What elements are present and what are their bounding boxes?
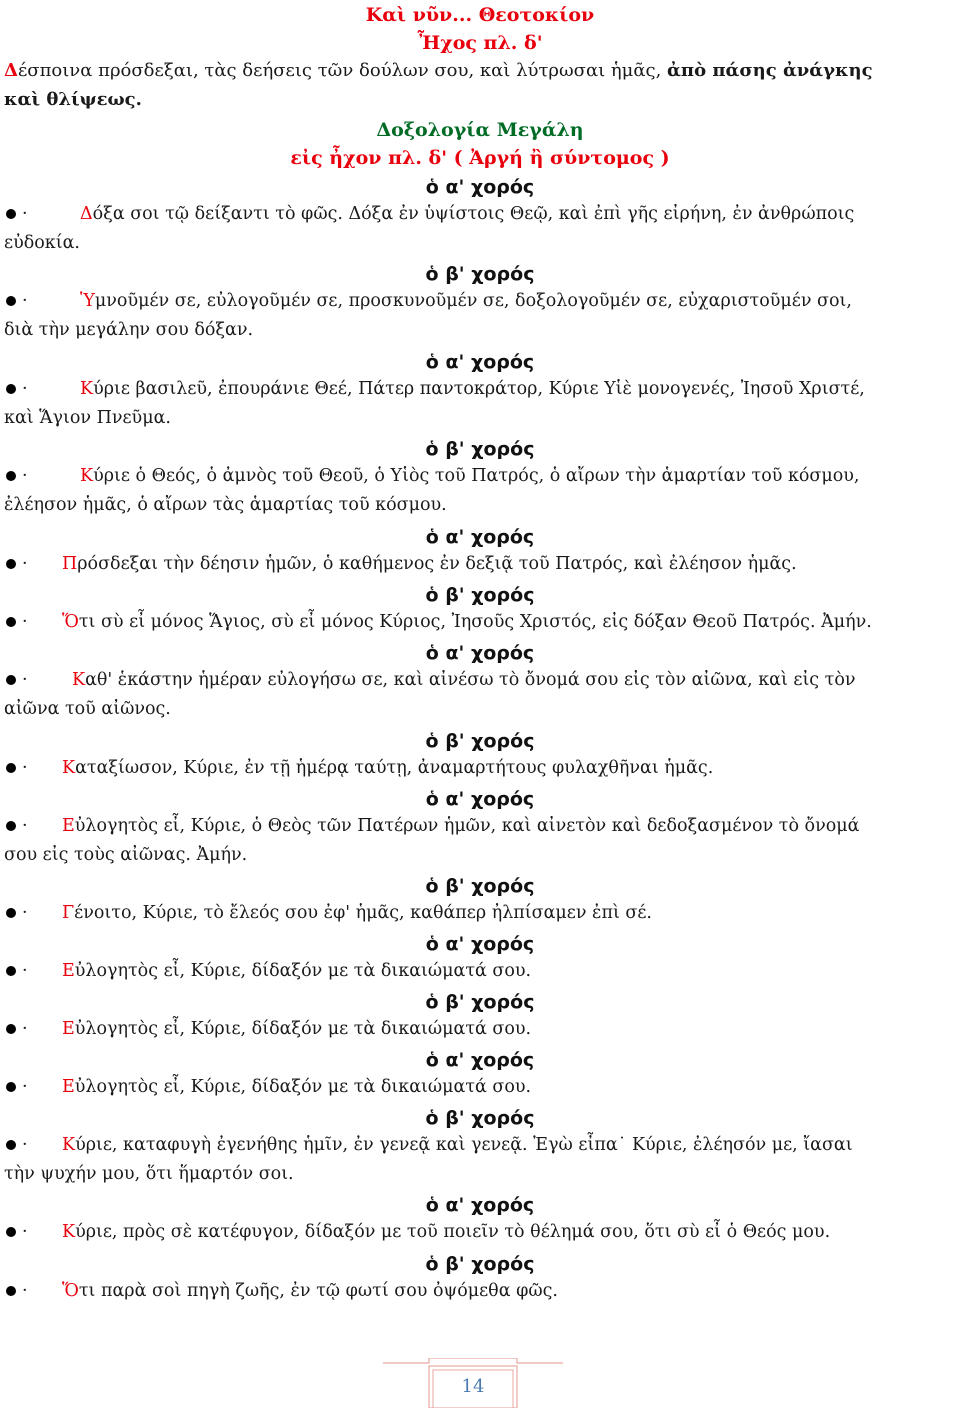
verse-line-1 (4, 899, 956, 928)
bullet-mark: · (22, 961, 28, 981)
verse-line-2: σου εἰς τοὺς αἰῶνας. Ἀμήν. (4, 845, 248, 865)
verse-initial: Ὅ (62, 612, 79, 632)
choir-label: ὁ α' χορός (425, 526, 535, 548)
verse-text: ύριε, καταφυγὴ ἐγενήθης ἡμῖν, ἐν γενεᾷ καὶ γενεᾷ. Ἐγὼ εἶπα˙ Κύριε, ἐλέησόν με, ἴασαι (75, 1135, 853, 1155)
verse-line-2: εὐδοκία. (4, 233, 80, 253)
bullet-icon (6, 384, 16, 394)
bullet-mark: · (22, 204, 28, 224)
verse-line-1 (4, 812, 956, 841)
verse-line-2: διὰ τὴν μεγάλην σου δόξαν. (4, 320, 254, 340)
verse-line-1 (4, 754, 956, 783)
page-number: 14 (461, 1376, 485, 1397)
section-subtitle: εἰς ἦχον πλ. δ' ( Ἀργή ἢ σύντομος ) (290, 147, 670, 169)
verse-line-1 (4, 1277, 956, 1306)
bullet-icon (6, 908, 16, 918)
verse-line-1 (4, 957, 956, 986)
verse-line-1 (4, 1015, 956, 1044)
choir-label: ὁ α' χορός (425, 933, 535, 955)
verse (4, 200, 956, 258)
verse-initial: Κ (72, 670, 86, 690)
verse-line-1 (4, 1131, 956, 1160)
bullet-icon (6, 821, 16, 831)
verse-line-1 (4, 375, 956, 404)
drop-initial: Δ (4, 60, 18, 81)
verse-text: ύριε βασιλεῦ, ἐπουράνιε Θεέ, Πάτερ παντοκράτορ, Κύριε Υἱὲ μονογενές, Ἰησοῦ Χριστέ, (93, 379, 865, 399)
verse-line-1 (4, 666, 956, 695)
verse (4, 754, 956, 783)
verse-line-1 (4, 287, 956, 316)
verse-text: τι σὺ εἶ μόνος Ἅγιος, σὺ εἶ μόνος Κύριος, Ἰησοῦς Χριστός, εἰς δόξαν Θεοῦ Πατρός. Ἀμήν. (78, 612, 872, 632)
verse (4, 375, 956, 433)
bullet-icon (6, 559, 16, 569)
verse-text: ὐλογητὸς εἶ, Κύριε, δίδαξόν με τὰ δικαιώματά σου. (74, 1019, 532, 1039)
choir-label: ὁ β' χορός (425, 263, 535, 285)
verse-line-1 (4, 1073, 956, 1102)
verse-line-1 (4, 550, 956, 579)
verse (4, 1073, 956, 1102)
bullet-mark: · (22, 1077, 28, 1097)
choir-label: ὁ β' χορός (425, 1253, 535, 1275)
verse-text: μνοῦμέν σε, εὐλογοῦμέν σε, προσκυνοῦμέν σε, δοξολογοῦμέν σε, εὐχαριστοῦμέν σοι, (94, 291, 852, 311)
verse-line-1 (4, 608, 956, 637)
bullet-icon (6, 675, 16, 685)
verse-initial: Ὅ (62, 1281, 79, 1301)
verse-initial: Ὑ (80, 291, 95, 311)
bullet-icon (6, 617, 16, 627)
choir-label: ὁ β' χορός (425, 438, 535, 460)
choir-label: ὁ β' χορός (425, 1107, 535, 1129)
bullet-icon (6, 296, 16, 306)
bullet-mark: · (22, 670, 28, 690)
verse-initial: Κ (62, 1135, 76, 1155)
verse (4, 1015, 956, 1044)
theotokion-text-span: έσποινα πρόσδεξαι, τὰς δεήσεις τῶν δούλων σου, καὶ λύτρωσαι ἡμᾶς, (17, 60, 668, 81)
bullet-icon (6, 966, 16, 976)
verse-text: όξα σοι τῷ δείξαντι τὸ φῶς. Δόξα ἐν ὑψίστοις Θεῷ, καὶ ἐπὶ γῆς εἰρήνη, ἐν ἀνθρώποις (92, 204, 855, 224)
verse-text: ὐλογητὸς εἶ, Κύριε, δίδαξόν με τὰ δικαιώματά σου. (74, 961, 532, 981)
bullet-mark: · (22, 816, 28, 836)
theotokion-line-1 (4, 56, 956, 85)
verse-initial: Κ (62, 1222, 76, 1242)
bullet-mark: · (22, 554, 28, 574)
verse-initial: Ε (62, 816, 75, 836)
verse (4, 550, 956, 579)
choir-label: ὁ β' χορός (425, 875, 535, 897)
bullet-mark: · (22, 379, 28, 399)
verse-initial: Ε (62, 961, 75, 981)
bullet-icon (6, 1140, 16, 1150)
verse-initial: Κ (62, 758, 76, 778)
page-number-badge (383, 1358, 563, 1408)
verse-initial: Κ (80, 379, 94, 399)
verse (4, 957, 956, 986)
section-title: Δοξολογία Μεγάλη (376, 119, 584, 141)
bullet-mark: · (22, 1019, 28, 1039)
verse (4, 608, 956, 637)
bullet-mark: · (22, 1135, 28, 1155)
bullet-mark: · (22, 903, 28, 923)
bullet-icon (6, 209, 16, 219)
verse-text: τι παρὰ σοὶ πηγὴ ζωῆς, ἐν τῷ φωτί σου ὀψόμεθα φῶς. (78, 1281, 558, 1301)
choir-label: ὁ α' χορός (425, 351, 535, 373)
verse-initial: Π (62, 554, 78, 574)
theotokion-text (4, 56, 956, 114)
verse-text: ένοιτο, Κύριε, τὸ ἔλεός σου ἐφ' ἡμᾶς, καθάπερ ἠλπίσαμεν ἐπὶ σέ. (74, 903, 652, 923)
choir-label: ὁ α' χορός (425, 1194, 535, 1216)
verse-line-2: αἰῶνα τοῦ αἰῶνος. (4, 699, 171, 719)
verse (4, 1218, 956, 1247)
choir-label: ὁ α' χορός (425, 1049, 535, 1071)
bullet-icon (6, 763, 16, 773)
bullet-mark: · (22, 1281, 28, 1301)
verse-initial: Δ (80, 204, 93, 224)
verse-initial: Ε (62, 1077, 75, 1097)
mode-label: Ἦχος πλ. δ' (417, 32, 543, 54)
bullet-icon (6, 1024, 16, 1034)
verse-text: ὐλογητὸς εἶ, Κύριε, ὁ Θεὸς τῶν Πατέρων ἡμῶν, καὶ αἰνετὸν καὶ δεδοξασμένον τὸ ὄνομά (74, 816, 860, 836)
verse (4, 666, 956, 724)
verse-text: ὐλογητὸς εἶ, Κύριε, δίδαξόν με τὰ δικαιώματά σου. (74, 1077, 532, 1097)
choir-label: ὁ β' χορός (425, 991, 535, 1013)
theotokion-bold-span: ἀπὸ πάσης ἀνάγκης (667, 60, 873, 81)
bullet-mark: · (22, 1222, 28, 1242)
verse-line-2: καὶ Ἅγιον Πνεῦμα. (4, 408, 171, 428)
choir-label: ὁ α' χορός (425, 176, 535, 198)
verse-line-2: τὴν ψυχήν μου, ὅτι ἥμαρτόν σοι. (4, 1164, 294, 1184)
bullet-mark: · (22, 291, 28, 311)
verse-initial: Ε (62, 1019, 75, 1039)
bullet-icon (6, 1286, 16, 1296)
choir-label: ὁ α' χορός (425, 642, 535, 664)
bullet-mark: · (22, 612, 28, 632)
verse-line-1 (4, 462, 956, 491)
verse-text: αταξίωσον, Κύριε, ἐν τῇ ἡμέρᾳ ταύτῃ, ἀναμαρτήτους φυλαχθῆναι ἡμᾶς. (75, 758, 714, 778)
bullet-icon (6, 1227, 16, 1237)
verse-text: ύριε ὁ Θεός, ὁ ἀμνὸς τοῦ Θεοῦ, ὁ Υἱὸς τοῦ Πατρός, ὁ αἴρων τὴν ἁμαρτίαν τοῦ κόσμου, (93, 466, 860, 486)
choir-label: ὁ β' χορός (425, 730, 535, 752)
bullet-icon (6, 1082, 16, 1092)
bullet-icon (6, 471, 16, 481)
verse (4, 462, 956, 520)
theotokion-line-2: καὶ θλίψεως. (4, 89, 142, 110)
verse-initial: Γ (62, 903, 75, 923)
choir-label: ὁ α' χορός (425, 788, 535, 810)
verse (4, 812, 956, 870)
verse-text: αθ' ἑκάστην ἡμέραν εὐλογήσω σε, καὶ αἰνέσω τὸ ὄνομά σου εἰς τὸν αἰῶνα, καὶ εἰς τὸν (85, 670, 856, 690)
verse-initial: Κ (80, 466, 94, 486)
verse-line-2: ἐλέησον ἡμᾶς, ὁ αἴρων τὰς ἁμαρτίας τοῦ κόσμου. (4, 495, 447, 515)
verse-line-1 (4, 1218, 956, 1247)
bullet-mark: · (22, 758, 28, 778)
verse-line-1 (4, 200, 956, 229)
bullet-mark: · (22, 466, 28, 486)
choir-label: ὁ β' χορός (425, 584, 535, 606)
verse (4, 899, 956, 928)
verse (4, 1131, 956, 1189)
verse (4, 287, 956, 345)
theotokion-title: Καὶ νῦν... Θεοτοκίον (365, 4, 595, 26)
verse-text: ύριε, πρὸς σὲ κατέφυγον, δίδαξόν με τοῦ ποιεῖν τὸ θέλημά σου, ὅτι σὺ εἶ ὁ Θεός μου. (75, 1222, 831, 1242)
verse (4, 1277, 956, 1306)
verse-text: ρόσδεξαι τὴν δέησιν ἡμῶν, ὁ καθήμενος ἐν δεξιᾷ τοῦ Πατρός, καὶ ἐλέησον ἡμᾶς. (77, 554, 797, 574)
